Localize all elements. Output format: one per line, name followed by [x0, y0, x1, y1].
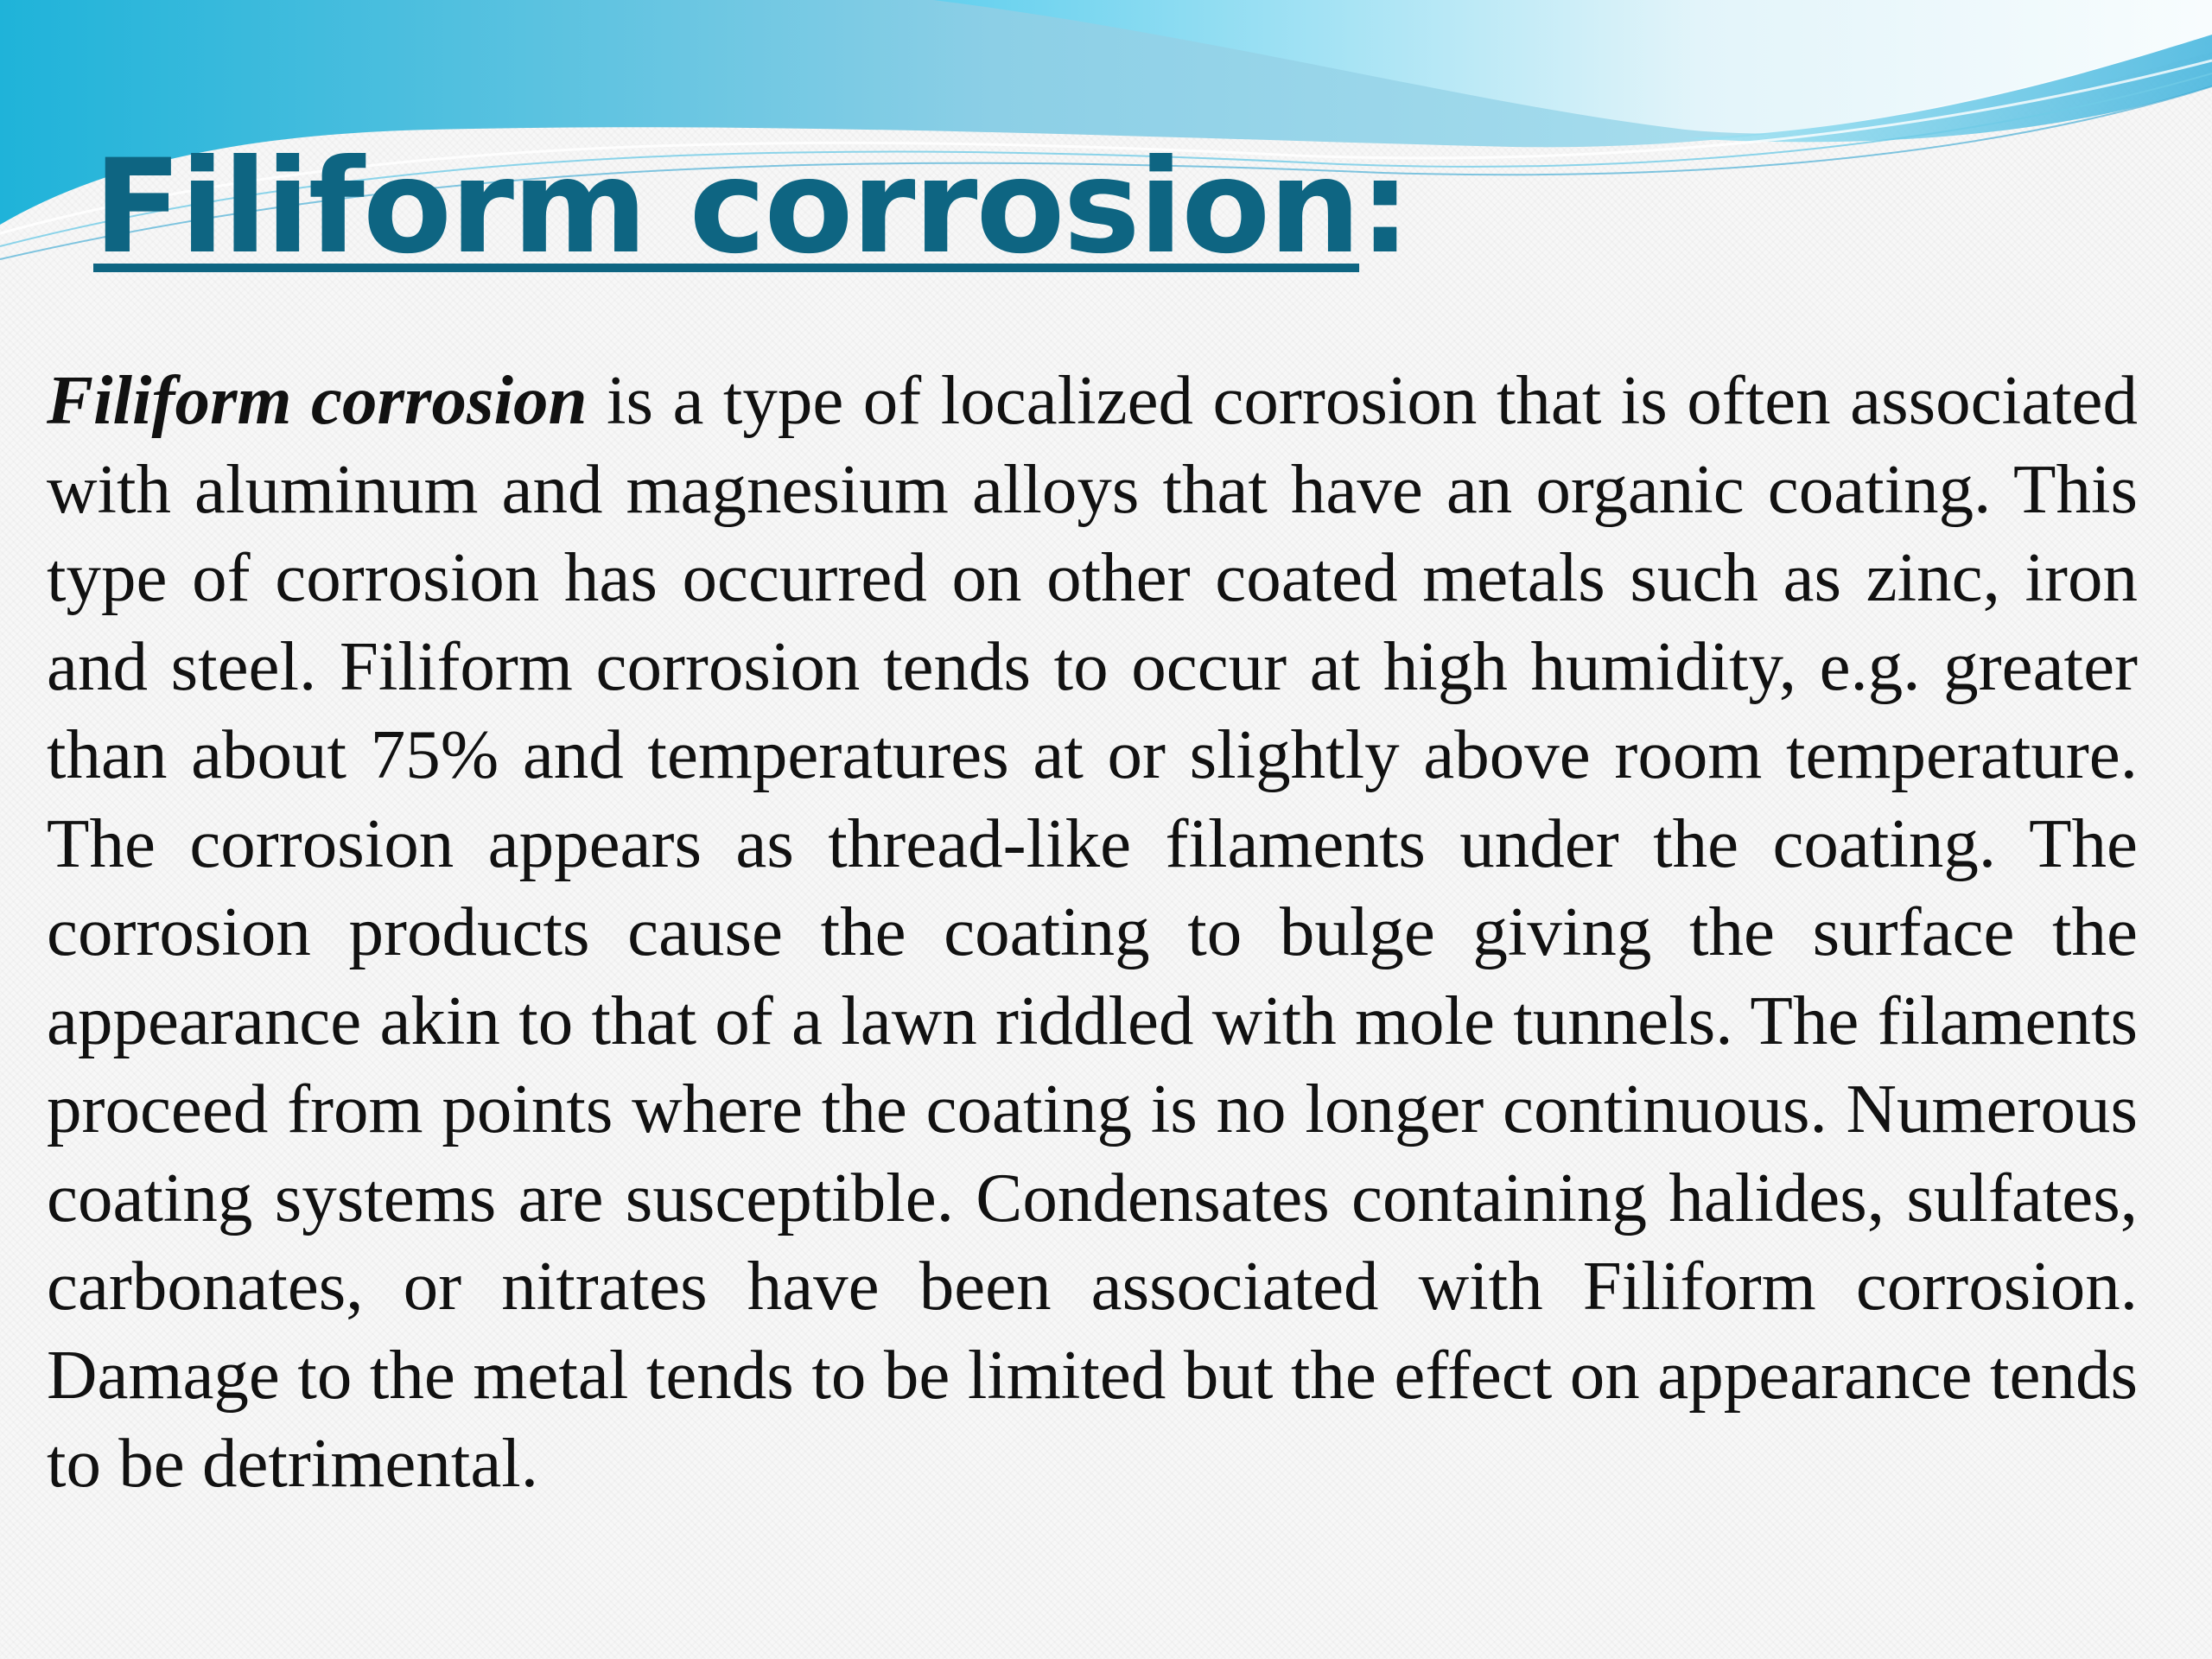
body-paragraph: [47, 356, 2138, 1508]
body-lead-term: Filiform corrosion: [47, 361, 588, 439]
slide-title-colon: :: [1359, 132, 1410, 283]
body-text: is a type of localized corrosion that is often associated with aluminum and magnesium alloys that have an organic coating. This type of corrosion has occurred on other coated metals such as zinc, iron and steel. Filiform corrosion tends to occur at high humidity, e.g. greater than about 75% and temperatures at or slightly above room temperature. The corrosion appears as thread-like filaments under the coating. The corrosion products cause the coating to bulge giving the surface the appearance akin to that of a lawn riddled with mole tunnels. The filaments proceed from points where the coating is no longer continuous. Numerous coating systems are susceptible. Condensates containing halides, sulfates, carbonates, or nitrates have been associated with Filiform corrosion. Damage to the metal tends to be limited but the effect on appearance tends to be detrimental.: [47, 361, 2138, 1502]
slide-title: [93, 132, 1410, 283]
slide-title-text: Filiform corrosion: [93, 132, 1360, 283]
